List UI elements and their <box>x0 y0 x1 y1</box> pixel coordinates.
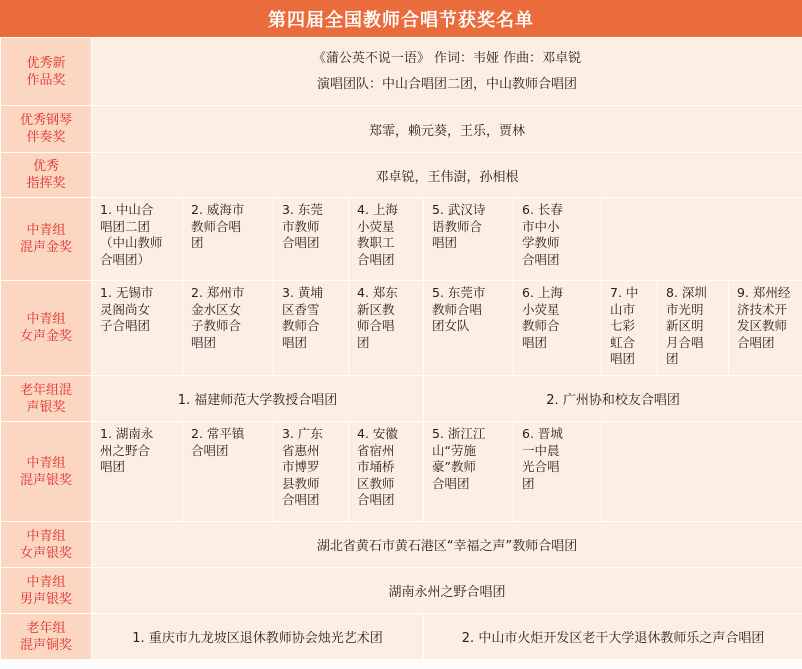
choir-cell: 6. 长春 市中小 学教师 合唱团 <box>514 198 602 281</box>
choir-cell: 7. 中 山市 七彩 虹合 唱团 <box>602 281 658 376</box>
table-row <box>1 614 802 660</box>
choir-cell: 9. 郑州经 济技术开 发区教师 合唱团 <box>729 281 802 376</box>
award-winners-cell: 邓卓锐，王伟澍，孙相根 <box>92 153 802 198</box>
choir-cell: 1. 无锡市 灵阁尚女 子合唱团 <box>92 281 183 376</box>
choir-cell: 5. 东莞市 教师合唱 团女队 <box>424 281 514 376</box>
choir-cell: 1. 重庆市九龙坡区退休教师协会烛光艺术团 <box>92 614 424 660</box>
choir-cell: 3. 黄埔 区香雪 教师合 唱团 <box>274 281 349 376</box>
choir-cell: 6. 上海 小荧星 教师合 唱团 <box>514 281 602 376</box>
table-row <box>1 522 802 568</box>
performer-info-line: 演唱团队：中山合唱团二团，中山教师合唱团 <box>317 76 578 92</box>
award-category-label: 中青组 男声银奖 <box>1 568 92 614</box>
table-row <box>1 422 802 522</box>
choir-cell: 8. 深圳 市光明 新区明 月合唱 团 <box>658 281 729 376</box>
choir-cell: 2. 常平镇 合唱团 <box>183 422 274 522</box>
choir-cell: 5. 浙江江 山“劳施 豪”教师 合唱团 <box>424 422 514 522</box>
award-category-label: 中青组 混声银奖 <box>1 422 92 522</box>
award-category-label: 中青组 女声银奖 <box>1 522 92 568</box>
choir-cell: 5. 武汉诗 语教师合 唱团 <box>424 198 514 281</box>
award-category-label: 老年组混 声银奖 <box>1 376 92 422</box>
table-row <box>1 106 802 153</box>
choir-cell: 1. 福建师范大学教授合唱团 <box>92 376 424 422</box>
award-category-label: 优秀 指挥奖 <box>1 153 92 198</box>
empty-cell <box>602 198 802 281</box>
choir-cell: 1. 中山合 唱团二团 （中山教师 合唱团） <box>92 198 183 281</box>
page-title: 第四届全国教师合唱节获奖名单 <box>0 0 802 37</box>
choir-cell: 2. 广州协和校友合唱团 <box>424 376 802 422</box>
table-row <box>1 38 802 106</box>
choir-cell: 2. 郑州市 金水区女 子教师合 唱团 <box>183 281 274 376</box>
award-winners-cell: 湖北省黄石市黄石港区“幸福之声”教师合唱团 <box>92 522 802 568</box>
award-category-label: 优秀钢琴 伴奏奖 <box>1 106 92 153</box>
choir-cell: 2. 威海市 教师合唱 团 <box>183 198 274 281</box>
award-category-label: 优秀新 作品奖 <box>1 38 92 106</box>
choir-cell: 3. 广东 省惠州 市博罗 县教师 合唱团 <box>274 422 349 522</box>
award-category-label: 老年组 混声铜奖 <box>1 614 92 660</box>
work-info-line: 《蒲公英不说一语》 作词：韦娅 作曲：邓卓锐 <box>312 50 582 66</box>
award-winners-cell: 郑霏，赖元葵，王乐，贾林 <box>92 106 802 153</box>
table-row <box>1 198 802 281</box>
empty-cell <box>602 422 802 522</box>
table-row <box>1 376 802 422</box>
choir-cell: 4. 郑东 新区教 师合唱 团 <box>349 281 424 376</box>
award-winners-cell: 湖南永州之野合唱团 <box>92 568 802 614</box>
award-category-label: 中青组 混声金奖 <box>1 198 92 281</box>
award-category-label: 中青组 女声金奖 <box>1 281 92 376</box>
choir-cell: 4. 安徽 省宿州 市埇桥 区教师 合唱团 <box>349 422 424 522</box>
choir-cell: 1. 湖南永 州之野合 唱团 <box>92 422 183 522</box>
choir-cell: 6. 晋城 一中晨 光合唱 团 <box>514 422 602 522</box>
table-row <box>1 281 802 376</box>
table-row <box>1 568 802 614</box>
choir-cell: 4. 上海 小荧星 教职工 合唱团 <box>349 198 424 281</box>
table-row <box>1 153 802 198</box>
choir-cell: 3. 东莞 市教师 合唱团 <box>274 198 349 281</box>
choir-cell: 2. 中山市火炬开发区老干大学退休教师乐之声合唱团 <box>424 614 802 660</box>
award-winners-cell <box>92 38 802 106</box>
award-table <box>0 37 802 660</box>
